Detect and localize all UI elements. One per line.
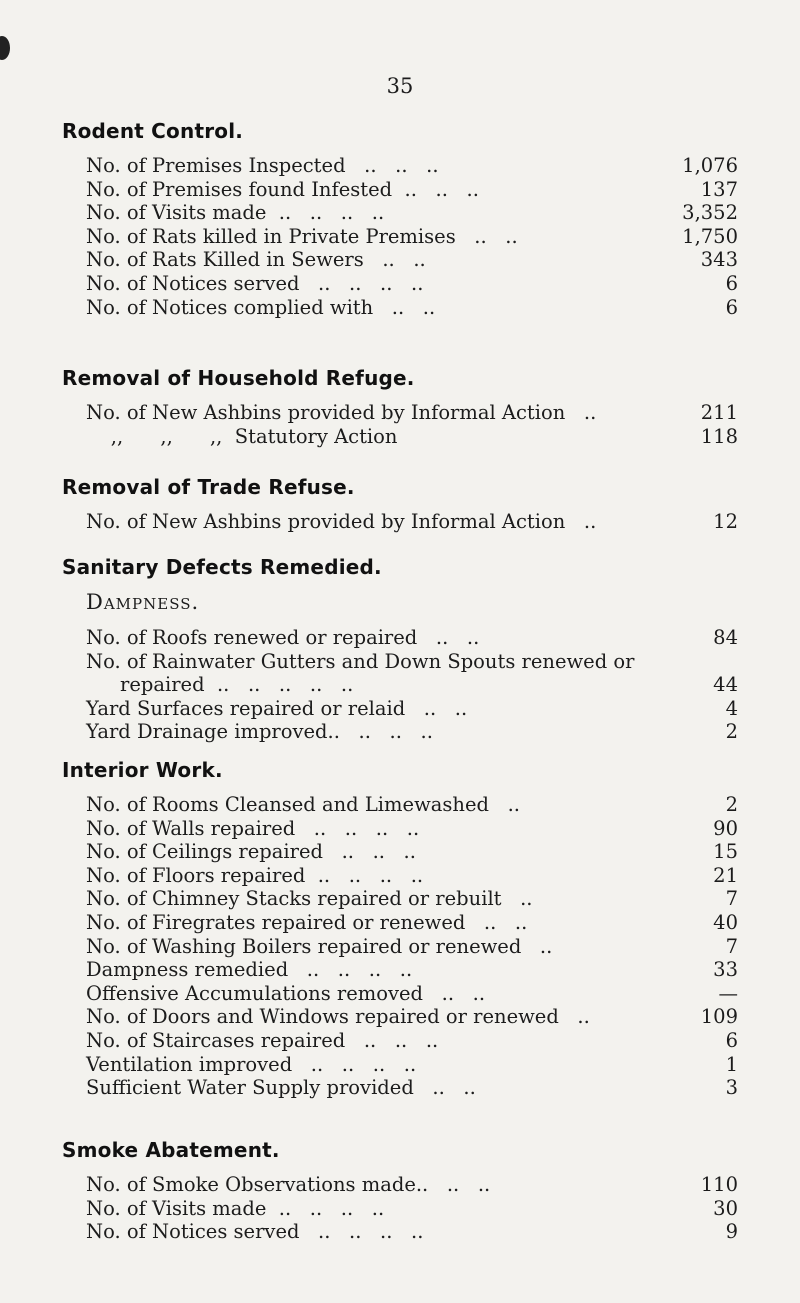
table-row: [86, 935, 738, 959]
row-label: No. of Premises found Infested .. .. ..: [86, 177, 479, 201]
table-row: [86, 1005, 738, 1029]
section-smoke-abatement: [58, 1137, 738, 1244]
row-value: 33: [713, 958, 738, 982]
row-label: No. of Chimney Stacks repaired or rebuilt ..: [86, 887, 533, 911]
section-subtitle: Dampness.: [86, 590, 200, 614]
section-title: Removal of Household Refuge.: [62, 366, 415, 390]
row-label: Offensive Accumulations removed .. ..: [86, 981, 486, 1005]
table-row: [86, 1220, 738, 1244]
section-sanitary-defects: [58, 554, 738, 744]
row-value: 40: [713, 910, 738, 934]
row-value: 211: [700, 401, 738, 424]
household-rows: [58, 401, 738, 448]
section-title: Smoke Abatement.: [62, 1138, 280, 1162]
row-label: No. of Staircases repaired .. .. ..: [86, 1028, 439, 1052]
page-number: 35: [386, 74, 414, 98]
row-label: No. of Notices served .. .. .. ..: [86, 1220, 424, 1244]
row-value: 84: [713, 626, 738, 649]
row-value: 90: [713, 816, 738, 840]
row-value: 7: [725, 934, 738, 958]
row-label: Yard Surfaces repaired or relaid .. ..: [86, 696, 468, 720]
row-label: No. of Firegrates repaired or renewed .. ..: [86, 910, 528, 934]
row-label: No. of Visits made .. .. .. ..: [86, 201, 385, 225]
table-row: [86, 817, 738, 841]
table-row: [86, 296, 738, 320]
row-label: No. of Rats Killed in Sewers .. ..: [86, 248, 426, 272]
row-value: 21: [713, 863, 738, 887]
row-value: 30: [713, 1196, 738, 1220]
row-label: No. of Rooms Cleansed and Limewashed ..: [86, 793, 520, 816]
table-row: [86, 1197, 738, 1221]
row-label: No. of Rats killed in Private Premises .. ..: [86, 224, 518, 248]
section-rodent-control: [58, 118, 738, 319]
row-label: No. of Premises Inspected .. .. ..: [86, 154, 439, 177]
section-trade-refuse: [58, 474, 738, 534]
section-interior-work: [58, 757, 738, 1100]
table-row: [86, 958, 738, 982]
row-value: 109: [700, 1005, 738, 1029]
row-label: No. of Visits made .. .. .. ..: [86, 1196, 385, 1220]
table-row: [86, 697, 738, 721]
table-row: [86, 1076, 738, 1100]
row-value: 1: [725, 1052, 738, 1076]
row-value: 343: [700, 248, 738, 272]
row-value: 12: [713, 510, 738, 533]
row-value: 3: [725, 1076, 738, 1100]
row-value: 118: [700, 424, 738, 448]
table-row: [86, 911, 738, 935]
row-value: 2: [725, 720, 738, 744]
table-row: [86, 401, 738, 425]
row-value: 3,352: [682, 201, 738, 225]
row-value: —: [718, 981, 738, 1005]
row-value: 44: [713, 673, 738, 697]
row-label: No. of Ceilings repaired .. .. ..: [86, 840, 416, 864]
row-label: No. of Rainwater Gutters and Down Spouts renewed or: [86, 649, 635, 673]
table-row: [86, 626, 738, 650]
table-row: [86, 650, 738, 674]
row-value: 9: [725, 1220, 738, 1244]
table-row: [86, 248, 738, 272]
row-label: No. of Walls repaired .. .. .. ..: [86, 816, 420, 840]
table-row: [86, 673, 738, 697]
row-value: 7: [725, 887, 738, 911]
row-value: 2: [725, 793, 738, 816]
section-title: Sanitary Defects Remedied.: [62, 555, 382, 579]
row-value: 4: [725, 696, 738, 720]
row-label: Ventilation improved .. .. .. ..: [86, 1052, 417, 1076]
row-label: No. of New Ashbins provided by Informal Action ..: [86, 401, 597, 424]
table-row: [86, 154, 738, 178]
table-row: [86, 425, 738, 449]
table-row: [86, 887, 738, 911]
row-value: 1,076: [682, 154, 738, 177]
table-row: [86, 272, 738, 296]
section-household-refuge: [58, 365, 738, 448]
sanitary-rows: [58, 626, 738, 744]
table-row: [86, 225, 738, 249]
row-label: No. of Washing Boilers repaired or renewed ..: [86, 934, 553, 958]
trade-rows: [58, 510, 738, 534]
row-label: No. of Doors and Windows repaired or renewed ..: [86, 1005, 590, 1029]
interior-rows: [58, 793, 738, 1100]
row-label: No. of Floors repaired .. .. .. ..: [86, 863, 424, 887]
section-title: Interior Work.: [62, 758, 223, 782]
row-label: Sufficient Water Supply provided .. ..: [86, 1076, 476, 1100]
row-label: No. of Roofs renewed or repaired .. ..: [86, 626, 480, 649]
row-label: No. of New Ashbins provided by Informal Action ..: [86, 510, 597, 533]
table-row: [86, 178, 738, 202]
row-label: No. of Notices complied with .. ..: [86, 295, 436, 319]
row-value: 137: [700, 177, 738, 201]
table-row: [86, 1173, 738, 1197]
table-row: [86, 864, 738, 888]
table-row: [86, 720, 738, 744]
row-label: ,, ,, ,, Statutory Action: [86, 424, 398, 448]
section-title: Rodent Control.: [62, 119, 244, 143]
row-label: No. of Smoke Observations made.. .. ..: [86, 1173, 491, 1196]
table-row: [86, 793, 738, 817]
row-value: 110: [700, 1173, 738, 1196]
row-value: 6: [725, 295, 738, 319]
row-label: repaired .. .. .. .. ..: [120, 673, 354, 697]
table-row: [86, 982, 738, 1006]
punch-hole-mark: [0, 36, 10, 60]
row-value: 6: [725, 1028, 738, 1052]
row-label: No. of Notices served .. .. .. ..: [86, 271, 424, 295]
row-label: Dampness remedied .. .. .. ..: [86, 958, 413, 982]
table-row: [86, 1053, 738, 1077]
row-value: 6: [725, 271, 738, 295]
section-title: Removal of Trade Refuse.: [62, 475, 355, 499]
smoke-rows: [58, 1173, 738, 1244]
row-label: Yard Drainage improved.. .. .. ..: [86, 720, 433, 744]
table-row: [86, 1029, 738, 1053]
rodent-rows: [58, 154, 738, 319]
row-value: 1,750: [682, 224, 738, 248]
table-row: [86, 201, 738, 225]
table-row: [86, 840, 738, 864]
table-row: [86, 510, 738, 534]
row-value: 15: [713, 840, 738, 864]
